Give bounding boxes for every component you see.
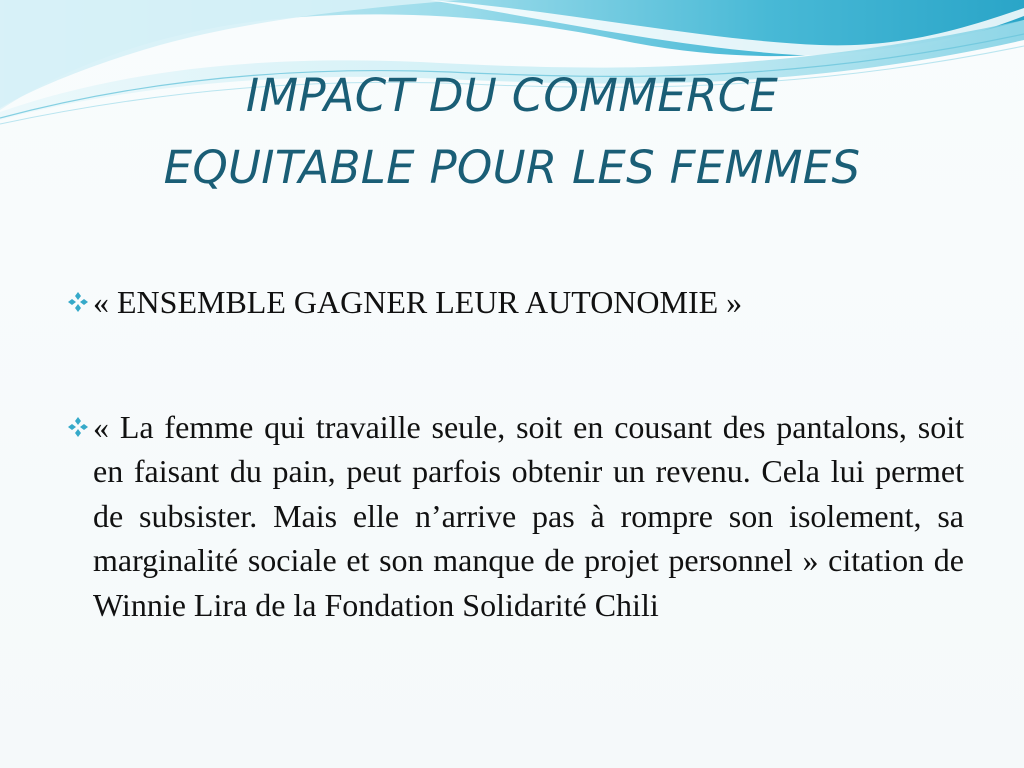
slide-title — [0, 60, 1024, 204]
diamond-bullet-icon — [66, 416, 90, 438]
bullet-item-quote — [66, 405, 964, 628]
diamond-bullet-icon — [66, 291, 90, 313]
bullet-item-slogan — [66, 280, 964, 325]
bullet-list — [66, 280, 964, 627]
slide-title-line-2: EQUITABLE POUR LES FEMMES — [163, 141, 861, 194]
slide-title-line-1: IMPACT DU COMMERCE — [245, 69, 779, 122]
bullet-text-quote: « La femme qui travaille seule, soit en cousant des pantalons, soit en faisant du pain, peut parfois obtenir un revenu. Cela lui permet de subsister. Mais elle n’arrive pas à rompre son isolement, sa marginalité sociale et son manque de projet personnel » citation de Winnie Lira de la Fondation Solidarité Chili — [93, 408, 964, 623]
bullet-text-slogan: « ENSEMBLE GAGNER LEUR AUTONOMIE » — [93, 284, 743, 320]
